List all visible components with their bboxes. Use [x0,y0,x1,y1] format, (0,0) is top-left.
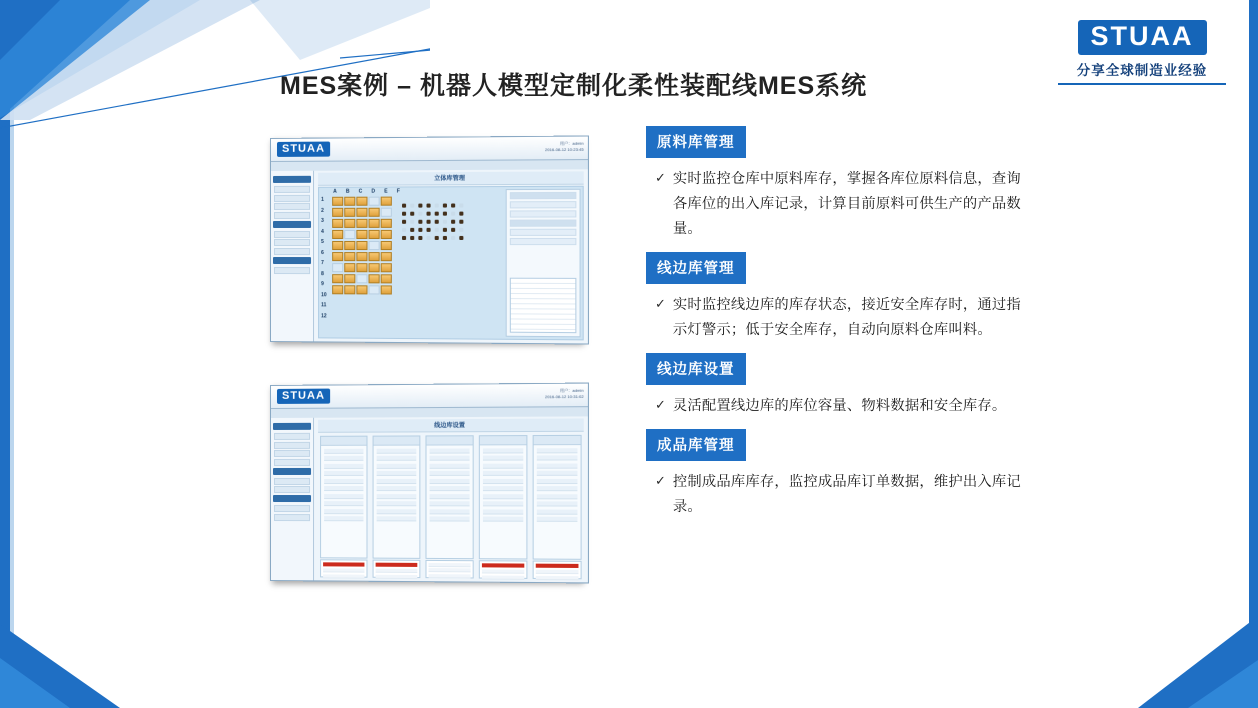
grid-row-5: 5 [321,238,324,246]
card-field[interactable] [377,448,417,453]
storage-dot[interactable] [427,228,431,232]
pallet-cell[interactable] [332,263,343,272]
card-header [534,436,581,445]
bullet-item [646,470,1022,520]
pallet-cell[interactable] [369,263,380,272]
bullet-text: 实时监控仓库中原料库存，掌握各库位原料信息，查询各库位的出入库记录，计算目前原料可供生产的产品数量。 [672,171,1021,237]
pallet-cell[interactable] [381,197,392,206]
card-field[interactable] [430,463,470,468]
storage-dot[interactable] [410,228,414,232]
app-window-2 [270,383,589,584]
footer-column[interactable] [425,560,473,579]
alert-indicator [482,563,524,567]
storage-dot[interactable] [451,212,455,216]
table-row[interactable] [536,575,579,579]
grid-row-2: 2 [321,207,324,214]
grid-row-labels [321,197,327,319]
table-row[interactable] [376,569,418,573]
footer-column[interactable] [479,560,528,579]
section-finished-goods-management [646,429,1022,520]
storage-dot[interactable] [410,220,414,224]
storage-dot[interactable] [427,236,431,240]
sidebar-group-2[interactable] [273,467,311,474]
bullet-text: 实时监控线边库的库存状态，接近安全库存时，通过指示灯警示；低于安全库存，自动向原料仓库叫料。 [672,297,1021,338]
logo-wordmark: STUAA [1078,20,1207,55]
card-field[interactable] [377,478,417,483]
pallet-cell[interactable] [332,274,343,283]
app-main-1 [314,169,588,343]
detail-field[interactable] [510,210,577,217]
grid-col-c: C [358,188,363,195]
card-field[interactable] [430,478,470,483]
storage-dot[interactable] [427,204,431,208]
bullet-item [646,167,1022,242]
storage-dot[interactable] [443,228,447,232]
footer-column[interactable] [533,561,582,580]
company-logo [1052,20,1232,85]
card-field[interactable] [377,463,417,468]
bullet-text: 灵活配置线边库的库位容量、物料数据和安全库存。 [672,398,1007,414]
grid-col-e: E [384,188,388,195]
pallet-cell[interactable] [332,252,343,261]
storage-dot[interactable] [418,228,422,232]
table-row[interactable] [429,574,471,578]
pallet-cell[interactable] [344,263,355,272]
pallet-cell[interactable] [369,208,380,217]
section-line-side-store-management [646,252,1022,343]
storage-dot[interactable] [435,204,439,208]
grid-row-9: 9 [321,281,324,288]
line-store-card[interactable] [533,435,582,560]
sidebar-item-outbound[interactable] [274,203,310,210]
card-field[interactable] [537,448,578,453]
storage-dot[interactable] [459,220,463,224]
card-field[interactable] [324,509,363,514]
app-logo-1: STUAA [277,142,330,157]
storage-dot[interactable] [451,203,455,207]
grid-row-7: 7 [321,260,324,267]
storage-dot[interactable] [435,236,439,240]
storage-dot[interactable] [459,236,463,240]
pallet-cell[interactable] [344,219,355,228]
pallet-cell[interactable] [344,285,355,294]
card-header [321,437,366,446]
card-field[interactable] [537,517,578,522]
storage-dot[interactable] [418,220,422,224]
grid-col-d: D [371,188,376,195]
pallet-cell[interactable] [381,285,392,294]
pallet-cell[interactable] [369,219,380,228]
sidebar-item-settings-2[interactable] [274,486,310,493]
line-store-footer-table[interactable] [320,559,582,579]
app-meta-user-1: 用户：admin [559,140,584,146]
card-field[interactable] [324,494,363,499]
card-field[interactable] [430,501,470,506]
card-header [480,436,527,445]
storage-dot[interactable] [410,204,414,208]
card-field[interactable] [430,471,470,476]
line-store-card[interactable] [373,435,421,558]
app-meta-user-2: 用户：admin [559,387,584,394]
detail-field[interactable] [510,201,577,208]
pallet-cell[interactable] [332,219,343,228]
card-field[interactable] [324,478,363,483]
card-field[interactable] [483,455,523,460]
detail-field[interactable] [510,220,577,227]
card-field[interactable] [377,501,417,506]
bottom-right-decoration [1078,598,1258,708]
pallet-cell[interactable] [332,285,343,294]
app-titlebar-1 [271,137,588,162]
pallet-cell[interactable] [344,241,355,250]
storage-dot[interactable] [427,212,431,216]
pallet-cell[interactable] [369,197,380,206]
grid-row-3: 3 [321,217,324,224]
pallet-cell[interactable] [356,219,367,228]
alert-indicator [376,563,418,567]
card-field[interactable] [430,509,470,514]
sidebar-item-inventory[interactable] [274,186,310,193]
card-field[interactable] [483,509,523,514]
card-field[interactable] [430,448,470,453]
pallet-cell[interactable] [381,230,392,239]
pallet-cell[interactable] [381,208,392,217]
pallet-cell[interactable] [344,230,355,239]
card-field[interactable] [537,494,578,499]
app-body-1 [271,169,588,343]
alert-indicator [536,564,579,568]
sidebar-group-3[interactable] [273,257,311,264]
logo-tagline: 分享全球制造业经验 [1076,63,1208,78]
pallet-cell[interactable] [356,263,367,272]
app-body-2 [271,416,588,582]
card-field[interactable] [324,471,363,476]
app-header-title-2: 线边库设置 [434,423,465,430]
sidebar-group-3[interactable] [273,495,311,502]
card-field[interactable] [324,516,363,521]
section-header: 原料库管理 [646,126,746,158]
grid-row-6: 6 [321,249,324,256]
card-field[interactable] [537,509,578,514]
card-field[interactable] [537,486,578,491]
card-field[interactable] [483,494,523,499]
grid-row-11: 11 [321,302,327,309]
sidebar-group[interactable] [273,176,311,183]
check-icon: ✓ [655,170,666,185]
pallet-cell[interactable] [332,208,343,217]
pallet-cell[interactable] [344,197,355,206]
pallet-cell[interactable] [356,197,367,206]
card-field[interactable] [483,478,523,483]
card-field[interactable] [483,471,523,476]
section-line-side-store-setup [646,353,1022,419]
table-row[interactable] [376,574,418,578]
section-header: 成品库管理 [646,429,746,461]
card-field[interactable] [430,486,470,491]
storage-dot[interactable] [443,212,447,216]
line-store-card-list[interactable] [320,435,582,560]
card-header [427,436,473,445]
card-field[interactable] [377,494,417,499]
app-sidebar-1[interactable] [271,171,314,342]
pallet-cell[interactable] [381,274,392,283]
storage-dot[interactable] [451,236,455,240]
table-row[interactable] [376,580,418,584]
app-meta-1 [545,141,584,154]
pallet-cell[interactable] [356,274,367,283]
pallet-cell[interactable] [344,252,355,261]
app-meta-time-2: 2016-08-12 10:31:02 [544,393,584,400]
grid-col-a: A [333,188,337,195]
table-row[interactable] [536,581,579,583]
grid-row-8: 8 [321,270,324,277]
card-field[interactable] [377,516,417,521]
pallet-cell[interactable] [332,197,343,206]
pallet-cell[interactable] [356,208,367,217]
table-row[interactable] [536,570,579,574]
sidebar-group[interactable] [273,423,311,430]
pallet-cell[interactable] [381,252,392,261]
sidebar-item-query[interactable] [274,239,310,246]
card-field[interactable] [377,471,417,476]
screenshot-raw-material-warehouse [270,138,582,342]
table-row[interactable] [323,568,364,572]
table-row[interactable] [482,569,524,573]
app-logo-2: STUAA [277,389,330,404]
card-field[interactable] [430,494,470,499]
pallet-matrix[interactable] [332,197,391,295]
sidebar-item-line-store[interactable] [274,433,310,440]
app-header-title-1: 立体库管理 [434,176,465,183]
storage-dot[interactable] [427,220,431,224]
storage-dot[interactable] [435,212,439,216]
pallet-cell[interactable] [369,285,380,294]
storage-dot[interactable] [459,228,463,232]
card-field[interactable] [483,501,523,506]
footer-column[interactable] [373,560,421,578]
card-field[interactable] [483,448,523,453]
check-icon: ✓ [655,296,666,311]
pallet-cell[interactable] [381,219,392,228]
bullet-item [646,293,1022,343]
section-header: 线边库管理 [646,252,746,284]
storage-dot[interactable] [451,220,455,224]
card-field[interactable] [324,501,363,506]
storage-dot[interactable] [402,228,406,232]
bullet-item [646,394,1022,419]
check-icon: ✓ [655,397,666,412]
pallet-cell[interactable] [344,274,355,283]
card-field[interactable] [537,463,578,468]
sidebar-item-stocktake[interactable] [274,211,310,218]
card-field[interactable] [324,448,363,453]
card-field[interactable] [483,463,523,468]
section-raw-material-management [646,126,1022,242]
table-row[interactable] [429,579,471,583]
check-icon: ✓ [655,473,666,488]
card-field[interactable] [537,501,578,506]
pallet-cell[interactable] [332,241,343,250]
card-field[interactable] [430,516,470,521]
app-header-1 [318,171,584,185]
storage-dot[interactable] [402,204,406,208]
pallet-cell[interactable] [381,263,392,272]
app-header-2 [318,418,584,432]
card-field[interactable] [537,471,578,476]
storage-dot-matrix[interactable] [400,201,465,242]
app-main-2 [314,416,588,582]
screenshot-line-side-store-setup [270,385,582,581]
detail-field[interactable] [510,229,577,236]
page-title: MES案例 – 机器人模型定制化柔性装配线MES系统 [280,72,868,100]
line-store-card[interactable] [479,435,528,559]
table-row[interactable] [323,579,364,583]
pallet-cell[interactable] [369,241,380,250]
warehouse-detail-panel[interactable] [506,189,581,337]
sidebar-item-settings[interactable] [274,248,310,255]
section-header: 线边库设置 [646,353,746,385]
sidebar-item-records[interactable] [274,477,310,484]
card-field[interactable] [324,486,363,491]
table-row[interactable] [482,581,524,584]
sidebar-item-slot-config[interactable] [274,441,310,448]
pallet-cell[interactable] [356,252,367,261]
sidebar-item-misc[interactable] [274,267,310,274]
pallet-cell[interactable] [369,252,380,261]
bullet-text: 控制成品库库存，监控成品库订单数据，维护出入库记录。 [672,474,1021,515]
sidebar-item-misc-3[interactable] [274,514,310,521]
grid-col-b: B [345,188,350,195]
warehouse-grid[interactable] [318,186,584,341]
storage-dot[interactable] [402,220,406,224]
pallet-cell[interactable] [381,241,392,250]
storage-dot[interactable] [418,236,422,240]
card-field[interactable] [483,517,523,522]
detail-field[interactable] [510,238,577,245]
card-field[interactable] [377,456,417,461]
grid-row-12: 12 [321,312,327,319]
card-field[interactable] [377,486,417,491]
app-meta-2 [545,388,584,401]
pallet-cell[interactable] [344,208,355,217]
card-field[interactable] [483,486,523,491]
storage-dot[interactable] [443,204,447,208]
sidebar-item-report[interactable] [274,230,310,237]
storage-dot[interactable] [443,220,447,224]
card-field[interactable] [430,456,470,461]
grid-row-1: 1 [321,196,324,203]
app-sidebar-2[interactable] [271,418,314,581]
card-field[interactable] [324,456,363,461]
card-field[interactable] [324,463,363,468]
grid-row-10: 10 [321,291,327,298]
storage-dot[interactable] [443,236,447,240]
table-row[interactable] [511,325,576,331]
footer-column[interactable] [320,559,367,577]
grid-row-4: 4 [321,228,324,235]
card-field[interactable] [537,455,578,460]
pallet-cell[interactable] [356,285,367,294]
card-field[interactable] [377,509,417,514]
storage-dot[interactable] [410,236,414,240]
bottom-left-decoration [0,588,220,708]
line-store-card[interactable] [320,436,367,559]
sidebar-item-material-data[interactable] [274,450,310,457]
alert-indicator [323,562,364,566]
sidebar-item-misc-2[interactable] [274,505,310,512]
pallet-cell[interactable] [369,274,380,283]
pallet-cell[interactable] [332,230,343,239]
storage-dot[interactable] [459,212,463,216]
pallet-cell[interactable] [356,230,367,239]
card-header [374,436,420,445]
storage-dot[interactable] [435,220,439,224]
storage-dot[interactable] [459,203,463,207]
feature-sections [646,126,1022,530]
storage-dot[interactable] [451,228,455,232]
detail-table[interactable] [510,278,577,333]
pallet-cell[interactable] [369,230,380,239]
storage-dot[interactable] [402,212,406,216]
storage-dot[interactable] [402,236,406,240]
sidebar-group-2[interactable] [273,220,311,227]
sidebar-item-safety-stock[interactable] [274,458,310,465]
grid-column-labels [333,188,400,194]
table-row[interactable] [482,575,524,579]
pallet-cell[interactable] [356,241,367,250]
logo-underline [1058,83,1226,85]
table-row[interactable] [323,574,364,578]
storage-dot[interactable] [410,212,414,216]
storage-dot[interactable] [418,212,422,216]
line-store-card[interactable] [425,435,473,559]
app-window-1 [270,135,589,344]
table-row[interactable] [429,562,471,566]
detail-field[interactable] [510,192,577,199]
sidebar-item-inbound[interactable] [274,194,310,201]
grid-col-f: F [396,188,400,195]
table-row[interactable] [429,568,471,572]
app-meta-time-1: 2016-08-12 10:23:45 [544,146,584,153]
app-titlebar-2 [271,384,588,409]
storage-dot[interactable] [435,228,439,232]
card-field[interactable] [537,478,578,483]
storage-dot[interactable] [418,204,422,208]
